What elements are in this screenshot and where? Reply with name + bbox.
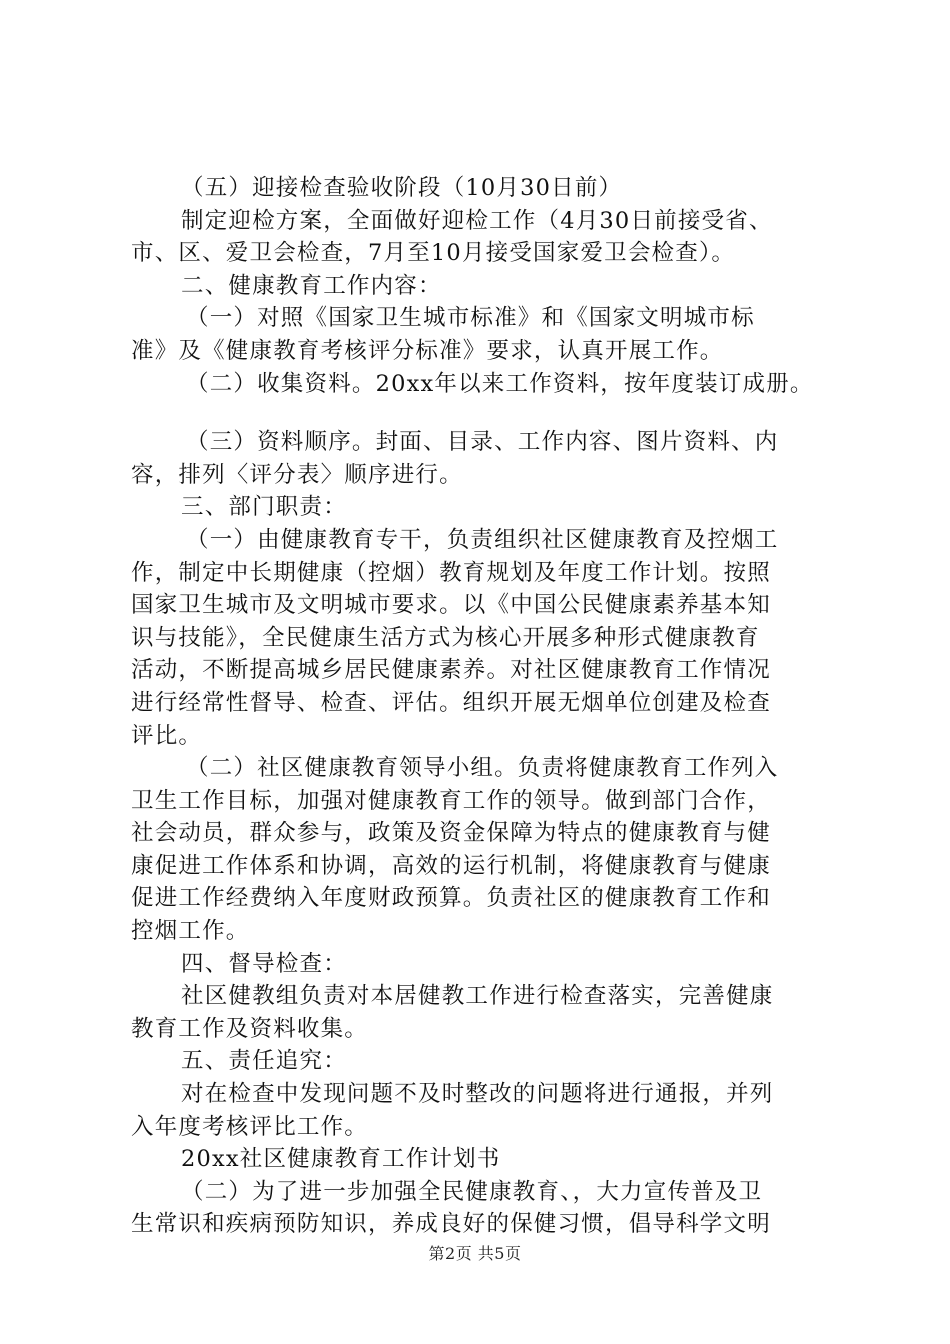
paragraph-line: （二）为了进一步加强全民健康教育、，大力宣传普及卫 — [181, 1178, 763, 1205]
paragraph-line: 促进工作经费纳入年度财政预算。负责社区的健康教育工作和 — [131, 885, 771, 912]
paragraph-line: （一）对照《国家卫生城市标准》和《国家文明城市标 — [186, 305, 755, 332]
document-subtitle: 20xx社区健康教育工作计划书 — [181, 1146, 501, 1173]
paragraph-line: 活动，不断提高城乡居民健康素养。对社区健康教育工作情况 — [131, 657, 771, 684]
paragraph-line: 作，制定中长期健康（控烟）教育规划及年度工作计划。按照 — [131, 559, 771, 586]
paragraph-line: 识与技能》，全民健康生活方式为核心开展多种形式健康教育 — [131, 624, 760, 651]
section-heading: 四、督导检查： — [181, 950, 347, 977]
paragraph-line: 准》及《健康教育考核评分标准》要求，认真开展工作。 — [131, 337, 724, 364]
paragraph-line: 控烟工作。 — [131, 918, 250, 945]
paragraph-line: （二）收集资料。20xx年以来工作资料，按年度装订成册。 — [186, 370, 814, 397]
paragraph-line: 入年度考核评比工作。 — [131, 1113, 369, 1140]
section-heading: 二、健康教育工作内容： — [181, 272, 442, 299]
paragraph-line: 教育工作及资料收集。 — [131, 1015, 369, 1042]
paragraph-line: 生常识和疾病预防知识，养成良好的保健习惯，倡导科学文明 — [131, 1211, 771, 1238]
paragraph-line: 卫生工作目标，加强对健康教育工作的领导。做到部门合作， — [131, 787, 771, 814]
section-heading: 五、责任追究： — [181, 1048, 347, 1075]
paragraph-line: 市、区、爱卫会检查，7月至10月接受国家爱卫会检查）。 — [131, 240, 736, 267]
paragraph-line: （三）资料顺序。封面、目录、工作内容、图片资料、内 — [186, 429, 779, 456]
paragraph-line: （二）社区健康教育领导小组。负责将健康教育工作列入 — [186, 755, 779, 782]
paragraph-line: 容，排列〈评分表〉顺序进行。 — [131, 461, 463, 488]
page-number-footer: 第2页 共5页 — [428, 1244, 522, 1263]
paragraph-line: 社会动员，群众参与，政策及资金保障为特点的健康教育与健 — [131, 820, 771, 847]
paragraph-line: （五）迎接检查验收阶段（10月30日前） — [181, 175, 623, 201]
paragraph-line: 康促进工作体系和协调，高效的运行机制，将健康教育与健康 — [131, 852, 771, 879]
paragraph-line: 对在检查中发现问题不及时整改的问题将进行通报，并列 — [181, 1081, 774, 1108]
paragraph-line: 社区健教组负责对本居健教工作进行检查落实，完善健康 — [181, 983, 774, 1010]
section-heading: 三、部门职责： — [181, 494, 347, 521]
paragraph-line: 国家卫生城市及文明城市要求。以《中国公民健康素养基本知 — [131, 592, 771, 619]
paragraph-line: 制定迎检方案，全面做好迎检工作（4月30日前接受省、 — [181, 207, 773, 234]
blank-gap — [131, 400, 836, 426]
paragraph-line: 进行经常性督导、检查、评估。组织开展无烟单位创建及检查 — [131, 689, 771, 716]
document-body — [131, 172, 836, 1241]
paragraph-line: （一）由健康教育专干，负责组织社区健康教育及控烟工 — [186, 526, 779, 553]
paragraph-line: 评比。 — [131, 722, 203, 749]
